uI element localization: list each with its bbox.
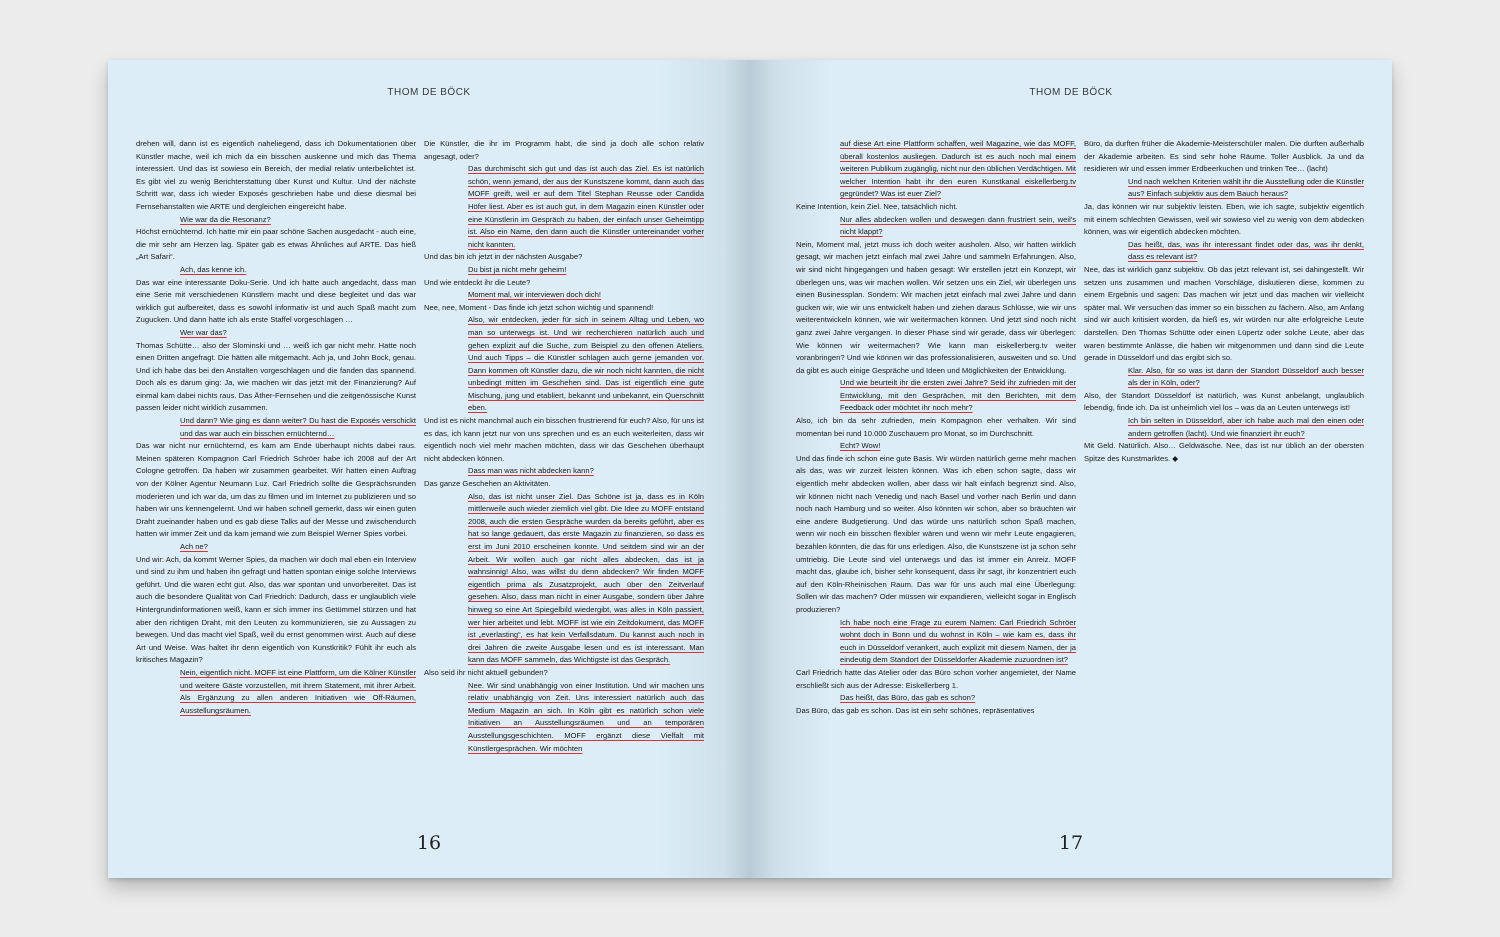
interview-answer: Das ganze Geschehen an Aktivitäten. [424, 479, 551, 489]
interview-question: Und wie beurteilt ihr die ersten zwei Jahre? Seid ihr zufrieden mit der Entwicklung, mit den Gesprächen, mit den Berichten, mit dem Feedback oder möchtet ihr noch mehr? [840, 378, 1076, 413]
interview-question: Wie war da die Resonanz? [180, 214, 271, 224]
interview-question: Ich bin selten in Düsseldorf, aber ich habe auch mal den einen oder andern getroffen (lacht). Und wie finanziert ihr euch? [1128, 416, 1364, 438]
right-page [750, 60, 1392, 878]
right-page-column-1 [796, 138, 1076, 828]
interview-answer: Also, ich bin da sehr zufrieden, mein Kompagnon eher verhalten. Wir sind momentan bei rund 10.000 Zuschauern pro Monat, so im Durchschnitt. [796, 416, 1076, 438]
interview-answer: Nee, das ist wirklich ganz subjektiv. Ob das jetzt relevant ist, sei dahingestellt. Wir setzen uns zusammen und machen Vorschläge, diskutieren diese, kommen zu einem Ergebnis und sagen: Das machen wir jetzt und das machen wir vielleicht später mal. Wir versuchen das immer so ein bisschen zu fächern. Also, am Anfang sind wir auch kritisiert worden, da hieß es, wir würden nur alte erfolgreiche Leute darstellen. Den Thomas Schütte oder einen Lüpertz oder solche Leute, aber das waren bestimmte Anlässe, die haben wir mitgenommen und dann sind die Leute gerade in Düsseldorf und das ergibt sich so. [1084, 264, 1364, 363]
interview-question: auf diese Art eine Plattform schaffen, weil Magazine, wie das MOFF, überall kostenlos ausliegen. Dadurch ist es auch noch mal einem weiteren Publikum zugänglig, nicht nur den üblichen Verdächtigen. Mit welcher Intention habt ihr den euren Kunstkanal eiskellerberg.tv gegründet? Was ist euer Ziel? [840, 139, 1076, 199]
interview-question: Wer war das? [180, 327, 227, 337]
interview-answer: Das war eine interessante Doku-Serie. Und ich hatte auch angedacht, dass man eine Serie mit verschiedenen Künstlern macht und diese begleitet und das war wirklich gut aufbereitet, dass es sowohl informativ ist und auch Spaß macht zum Zugucken. Und dann hatte ich als erste Staffel vorgeschlagen … [136, 277, 416, 325]
interview-question: Das heißt, das, was ihr interessant findet oder das, was ihr denkt, dass es relevant ist? [1128, 239, 1364, 262]
interview-question: Ich habe noch eine Frage zu eurem Namen: Carl Friedrich Schröer wohnt doch in Bonn und du wohnst in Köln – wie kam es, dass ihr euch in Düsseldorf verankert, auch explizit mit diesem Namen, der ja eindeutig dem Standort der Düsseldorfer Akademie zuzuordnen ist? [840, 617, 1076, 665]
interview-answer: Und wie entdeckt ihr die Leute? [424, 277, 531, 287]
interview-question: Das durchmischt sich gut und das ist auch das Ziel. Es ist natürlich schön, wenn jemand, der aus der Kunstszene kommt, dann auch das MOFF greift, weil er auf dem Titel Stephan Reusse oder Candida Höfer liest. Aber es ist auch gut, in dem Magazin einen Künstler oder eine Künstlerin im Gespräch zu haben, der einfach unser Geheimtipp ist. Also ein Name, den dann auch die Künstler untereinander vorher nicht kannten. [468, 164, 704, 249]
interview-answer: Das war nicht nur ernüchternd, es kam am Ende überhaupt nichts dabei raus. Meinen späteren Kompagnon Carl Friedrich Schröer habe ich 2008 auf der Art Cologne getroffen. Da haben wir zusammen gearbeitet. Wir hatten einen Auftrag von der Kölner Agentur Neumann Luz. Carl Friedrich sollte die Gesprächsrunden moderieren und ich war da, um das zu filmen und im Internet zu publizieren und so haben wir uns kennengelernt. Und wir haben schnell gemerkt, dass wir einen guten Draht zueinander haben und es gab diese Talks auf der Messe und zwischendurch hatten wir immer Zeit und da kam jemand wie zum Beispiel Werner Spies vorbei. [136, 441, 416, 539]
running-head-right: THOM DE BÖCK [1029, 87, 1113, 98]
interview-question: Also, das ist nicht unser Ziel. Das Schöne ist ja, dass es in Köln mittlerweile auch wieder ziemlich viel gibt. Die Idee zu MOFF entstand 2008, auch die ersten Gespräche wurden da bereits geführt, aber es hat so lange gedauert, das erste Magazin zu finanzieren, so dass es erst im Juni 2010 erscheinen konnte. Und seitdem sind wir an der Arbeit. Wir wollen auch gar nicht alles abdecken, das ist ja wahnsinnig! Also, was willst du denn abdecken? Wir finden MOFF eigentlich prima als Zusatzprojekt, auch über den Zeitverlauf gesehen. Also, dass man nicht in einer Ausgabe, sondern über Jahre hinweg so eine Art Spiegelbild wiedergibt, was alles in Köln passiert, wer hier arbeitet und lebt. MOFF ist wie ein Zeitdokument, das MOFF ist „everlasting“, es hat kein Verfallsdatum. Du kannst auch noch in drei Jahren die zweite Ausgabe lesen und es ist interessant. Man kann das MOFF sammeln, das Wichtigste ist das Gespräch. [468, 491, 704, 665]
interview-question: Und dann? Wie ging es dann weiter? Du hast die Exposés verschickt und das war auch ein bisschen ernüchternd… [180, 416, 416, 438]
interview-answer: Höchst ernüchternd. Ich hatte mir ein paar schöne Sachen ausgedacht - auch eine, die mir sehr am Herzen lag. Später gab es etwas Ähnliches auf ARTE. Das hieß „Art Safari“. [136, 227, 416, 262]
right-page-column-2 [1084, 138, 1364, 828]
interview-question: Echt? Wow! [840, 441, 881, 451]
left-page-column-2 [424, 138, 704, 828]
interview-answer: Und das bin ich jetzt in der nächsten Ausgabe? [424, 252, 583, 262]
interview-answer: Nee, nee, Moment - Das finde ich jetzt schon wichtig und spannend! [424, 302, 654, 312]
interview-answer: Die Künstler, die ihr im Programm habt, die sind ja doch alle schon relativ angesagt, oder? [424, 139, 704, 161]
page-number-left: 16 [416, 832, 442, 854]
left-page-column-1 [136, 138, 416, 828]
interview-question: Nur alles abdecken wollen und deswegen dann frustriert sein, weil's nicht klappt? [840, 214, 1076, 237]
magazine-spread [108, 60, 1392, 878]
interview-answer: Und das finde ich schon eine gute Basis. Wir würden natürlich gerne mehr machen als das, was wir zurzeit leisten können. Was ich eben schon sagte, dass wir eigentlich mehr abdecken wollen, aber dass wir halt einfach begrenzt sind. Also, wir können nicht nach Venedig und nach Basel und vorher nach Berlin und dann noch nach Hamburg und so weiter. Also könnten wir schon, aber so bräuchten wir eine andere Budgetierung. Und das würde uns natürlich schon Spaß machen, wenn wir noch ein bisschen flexibler wären und wenn wir mehr Leute engagieren, bezahlen könnten, die das für uns erledigen. Also, die Kunstszene ist ja schon sehr umtriebig. Die Leute sind viel unterwegs und das ist immer ein Anreiz. MOFF macht das, glaube ich, bisher sehr konsequent, dass ihr sagt, ihr konzentriert euch auf den Köln-Rheinischen Raum. Das war für uns auch mal eine Überlegung: Sollen wir das machen? Oder müssen wir expandieren, vielleicht sogar in Englisch produzieren? [796, 453, 1076, 614]
interview-question: Klar. Also, für so was ist dann der Standort Düsseldorf auch besser als der in Köln, oder? [1128, 365, 1364, 388]
interview-answer: Carl Friedrich hatte das Atelier oder das Büro schon vorher angemietet, der Name erschließt sich aus der Adresse: Eiskellerberg 1. [796, 667, 1076, 690]
interview-answer: Das Büro, das gab es schon. Das ist ein sehr schönes, repräsentatives [796, 705, 1035, 715]
interview-question: Und nach welchen Kriterien wählt ihr die Ausstellung oder die Künstler aus? Einfach subjektiv aus dem Bauch heraus? [1128, 176, 1364, 199]
page-number-right: 17 [1058, 832, 1084, 854]
interview-answer: Ja, das können wir nur subjektiv leisten. Eben, wie ich sagte, subjektiv eigentlich mit einem schlechten Gewissen, weil wir sowieso viel zu wenig von dem abdecken können, was wir eigentlich abdecken möchten. [1084, 201, 1364, 237]
interview-question: Also, wir entdecken, jeder für sich in seinem Alltag und Leben, wo man so unterwegs ist. Und wir recherchieren natürlich auch und gehen explizit auf die Suche, zum Beispiel zu den offenen Ateliers. Und auch Tipps – die Künstler schlagen auch gerne jemanden vor. Dann kommen oft Künstler dazu, die wir noch nicht kannten, die nicht unbedingt mitten im Geschehen sind. Das ist eigentlich eine gute Mischung, jung und etabliert, bekannt und unbekannt, ein Querschnitt eben. [468, 315, 704, 413]
interview-answer: Also seid ihr nicht aktuell gebunden? [424, 667, 548, 677]
interview-answer: Thomas Schütte… also der Slominski und … weiß ich gar nicht mehr. Hatte noch einen Dritten angefragt. Die hätten alle mitgemacht. Ach ja, und John Bock, genau. Und ich habe das bei den Anstalten vorgeschlagen und die fanden das spannend. Doch als es darum ging: Ja, wie machen wir das jetzt mit der Finanzierung? Auf einmal kam dabei nichts raus. Das Äther-Fernsehen und die zeitgenössische Kunst passen leider nicht wirklich zusammen. [136, 340, 416, 413]
interview-answer: Mit Geld. Natürlich. Also… Geldwäsche. Nee, das ist nur üblich an der obersten Spitze des Kunstmarktes. ◆ [1084, 441, 1364, 463]
interview-answer: Nein, Moment mal, jetzt muss ich doch weiter ausholen. Also, wir hatten wirklich gesagt, wir machen jetzt einfach mal zwei Jahre und sammeln Erfahrungen. Also, wir sind nicht hingegangen und haben gesagt: Wir erstellen jetzt ein Konzept, wir überlegen uns, was wir machen wollen. Wir setzen uns ein Ziel, wir überlegen uns einen Businessplan. Sondern: Wir machen jetzt einfach mal zwei Jahre und dann gucken wir, wie wir uns entwickelt haben und ziehen daraus Schlüsse, wie wir uns weiterentwickeln können, wie wir weitermachen können. Und jetzt sind noch nicht ganz zwei Jahre vergangen. In dieser Phase sind wir gerade, dass wir überlegen: Wie können wir weitermachen? Wie kann man eiskellerberg.tv weiter voranbringen? Und wie können wir das professionalisieren, ausweiten und so. Und da gibt es auch einige Gespräche und Ideen und Möglichkeiten der Entwicklung. [796, 239, 1076, 375]
interview-answer: Und ist es nicht manchmal auch ein bisschen frustrierend für euch? Also, für uns ist es das, ich kann jetzt nur von uns sprechen und es an euch weiterleiten, dass wir eigentlich noch viel mehr machen möchten, dass wir das Geschehen überhaupt nicht abdecken können. [424, 416, 704, 463]
interview-question: Ach ne? [180, 542, 208, 551]
interview-answer: Also, der Standort Düsseldorf ist natürlich, was Kunst anbelangt, unglaublich lebendig, finde ich. Da ist unheimlich viel los – was da an Leuten unterwegs ist! [1084, 390, 1364, 413]
left-page [108, 60, 750, 878]
interview-question: Du bist ja nicht mehr geheim! [468, 264, 567, 274]
interview-question: Dass man was nicht abdecken kann? [468, 466, 594, 476]
interview-question: Moment mal, wir interviewen doch dich! [468, 290, 601, 300]
interview-answer: Keine Intention, kein Ziel. Nee, tatsächlich nicht. [796, 201, 958, 211]
interview-question: Ach, das kenne ich. [180, 264, 247, 274]
interview-question: Das heißt, das Büro, das gab es schon? [840, 693, 976, 703]
interview-answer: Und wir: Ach, da kommt Werner Spies, da machen wir doch mal eben ein Interview und sind zu ihm und haben ihn gefragt und hatten spontan einige solche Interviews geführt. Und die waren echt gut. Also, das war spontan und unvorbereitet. Das ist auch die besondere Qualität von Carl Friedrich: Dadurch, dass er unglaublich viele Hintergrundinformationen weiß, kann er sich immer ins Getümmel stürzen und hat aber den richtigen Draht, mit den Leuten zu kommunizieren, sie zu Aussagen zu bewegen. Und das macht viel Spaß, weil du ernst genommen wirst. Auch auf diese Art und Weise. Was haltet ihr denn eigentlich von Kunstkritik? Fühlt ihr euch als kritisches Magazin? [136, 554, 416, 665]
interview-question: Nee. Wir sind unabhängig von einer Institution. Und wir machen uns relativ unabhängig von Zeit. Uns interessiert natürlich auch das Medium Magazin an sich. In Köln gibt es natürlich schon viele Initiativen an Ausstellungsräumen und an temporären Ausstellungsgeschichten. MOFF ergänzt diese Vielfalt mit Künstlergesprächen. Wir möchten [468, 680, 704, 753]
interview-answer: drehen will, dann ist es eigentlich naheliegend, dass ich Dokumentationen über Künstler mache, weil ich mich da ein bisschen auskenne und mich das Thema interessiert. Und das ist sowieso ein Bereich, der medial relativ unterbelichtet ist. Es gibt viel zu wenig Berichterstattung über Kunst und Kultur. Und der nächste Schritt war, dass ich wieder Exposés geschrieben habe und diese diesmal bei Fernsehanstalten wie ARTE und dergleichen eingereicht habe. [136, 139, 416, 211]
interview-question: Nein, eigentlich nicht. MOFF ist eine Plattform, um die Kölner Künstler und weitere Gäste vorzustellen, mit ihrem Statement, mit ihrer Arbeit. Als Ergänzung zu allen anderen Initiativen wie Off-Räumen, Ausstellungsräumen. [180, 667, 416, 715]
running-head-left: THOM DE BÖCK [387, 87, 471, 98]
interview-answer: Büro, da durften früher die Akademie-Meisterschüler malen. Die durften außerhalb der Akademie arbeiten. Es sind sehr hohe Räume. Toller Ausblick. Ja und da residieren wir und essen immer Erdbeerkuchen und trinken Tee… (lacht) [1084, 139, 1364, 174]
